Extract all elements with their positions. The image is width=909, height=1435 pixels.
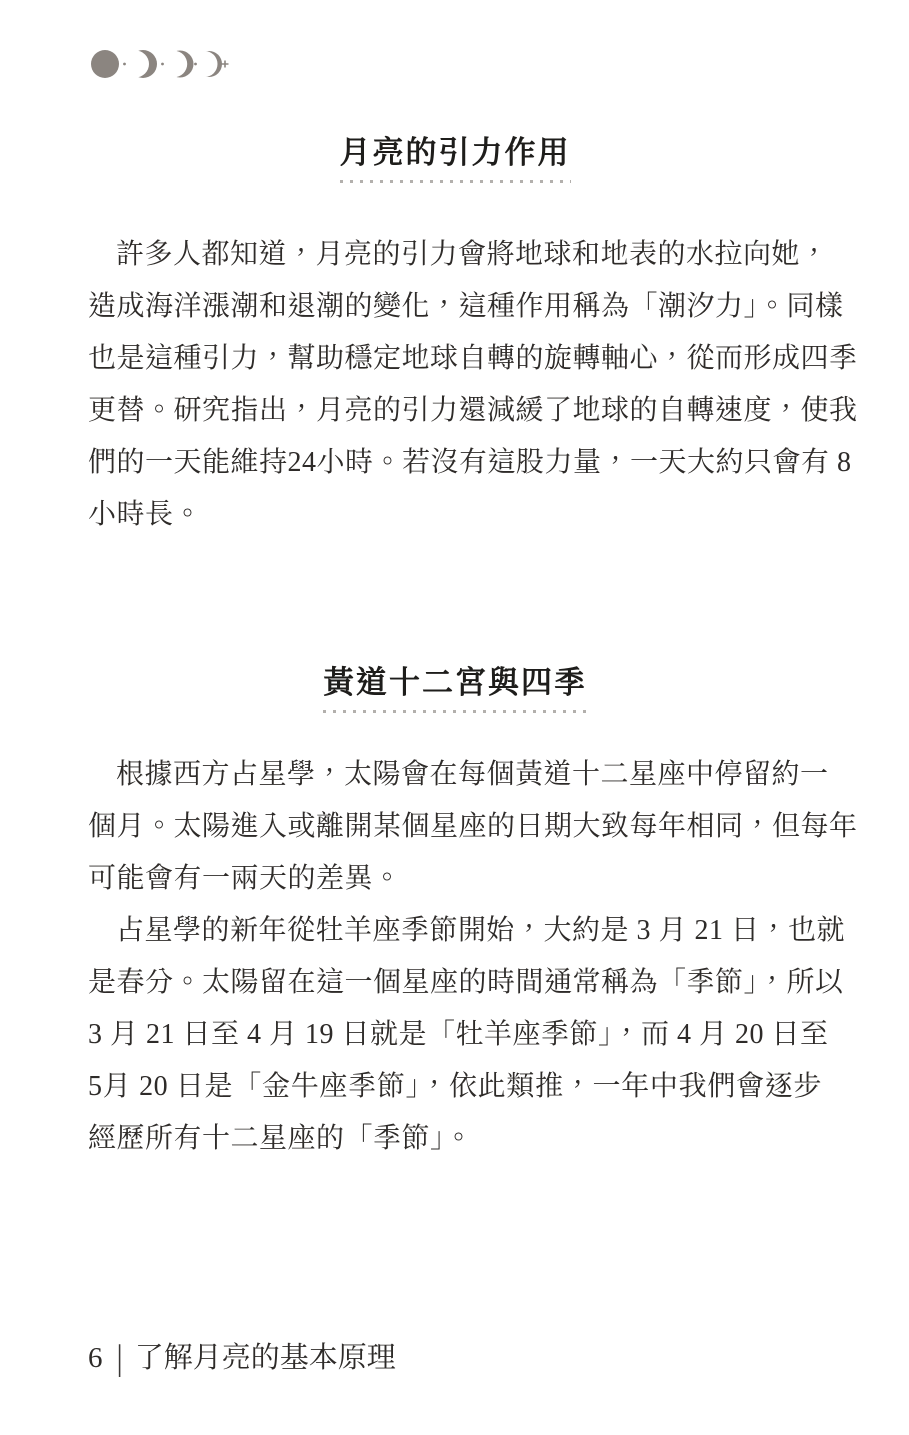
paragraph-line: 3 月 21 日至 4 月 19 日就是「牡羊座季節」，而 4 月 20 日至 xyxy=(88,1019,829,1050)
section-1 xyxy=(88,133,822,183)
dot-separator-icon xyxy=(161,63,164,66)
page-number: 6 xyxy=(88,1342,103,1374)
page-footer xyxy=(88,1338,396,1378)
paragraph-line: 根據西方占星學，太陽會在每個黃道十二星座中停留約一 xyxy=(116,759,829,790)
waning-crescent-icon xyxy=(196,51,222,77)
waning-gibbous-icon xyxy=(129,50,157,78)
waning-quarter-icon xyxy=(167,51,194,78)
paragraph-line: 經歷所有十二星座的「季節」。 xyxy=(88,1123,474,1154)
paragraph-line: 5月 20 日是「金牛座季節」，依此類推，一年中我們會逐步 xyxy=(88,1071,822,1102)
footer-separator: | xyxy=(116,1337,123,1378)
section-2 xyxy=(88,663,822,713)
section-heading-zodiac-seasons: 黃道十二宮與四季 xyxy=(323,663,587,713)
section-heading-moon-gravity: 月亮的引力作用 xyxy=(340,133,571,183)
paragraph-line: 占星學的新年從牡羊座季節開始，大約是 3 月 21 日，也就 xyxy=(116,915,846,946)
moon-phases-icon xyxy=(90,48,230,80)
paragraph-line: 們的一天能維持24小時。若沒有這股力量，一天大約只會有 8 xyxy=(88,447,852,478)
full-moon-icon xyxy=(91,50,119,78)
paragraph-line: 也是這種引力，幫助穩定地球自轉的旋轉軸心，從而形成四季 xyxy=(88,343,858,374)
paragraphs-zodiac-seasons xyxy=(88,749,858,1165)
paragraph-line: 小時長。 xyxy=(88,499,203,530)
dot-separator-icon xyxy=(123,63,126,66)
paragraph-line: 可能會有一兩天的差異。 xyxy=(88,863,402,894)
paragraph-line: 許多人都知道，月亮的引力會將地球和地表的水拉向她， xyxy=(116,239,829,270)
running-title: 了解月亮的基本原理 xyxy=(134,1342,396,1374)
paragraph-moon-gravity xyxy=(88,229,858,541)
paragraph-line: 個月。太陽進入或離開某個星座的日期大致每年相同，但每年 xyxy=(88,811,858,842)
paragraph-line: 更替。研究指出，月亮的引力還減緩了地球的自轉速度，使我 xyxy=(88,395,858,426)
star-icon xyxy=(222,61,229,68)
paragraph-line: 造成海洋漲潮和退潮的變化，這種作用稱為「潮汐力」。同樣 xyxy=(88,291,844,322)
paragraph-line: 是春分。太陽留在這一個星座的時間通常稱為「季節」，所以 xyxy=(88,967,844,998)
